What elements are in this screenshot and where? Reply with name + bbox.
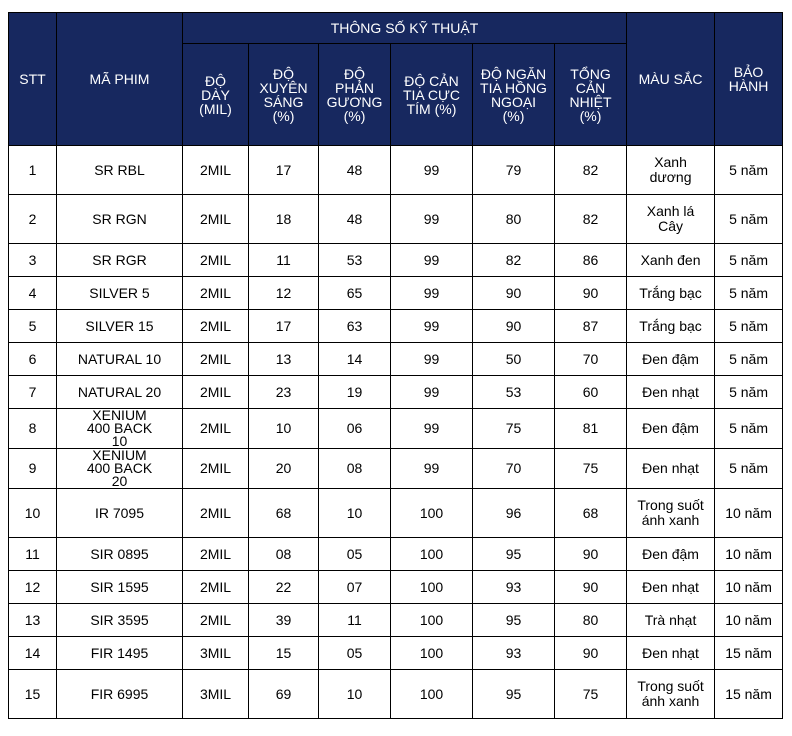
cell-ir: 93 <box>473 637 555 670</box>
table-row <box>9 449 783 489</box>
cell-warranty: 10 năm <box>715 604 783 637</box>
cell-color: Xanh đen <box>627 244 715 277</box>
cell-ir: 80 <box>473 195 555 244</box>
cell-code: SIR 0895 <box>57 538 183 571</box>
cell-warranty: 5 năm <box>715 376 783 409</box>
cell-heat: 70 <box>555 343 627 376</box>
cell-ir: 90 <box>473 277 555 310</box>
cell-uv: 99 <box>391 310 473 343</box>
header-stt: STT <box>9 13 57 146</box>
cell-transmission: 11 <box>249 244 319 277</box>
table-row <box>9 195 783 244</box>
cell-transmission: 20 <box>249 449 319 489</box>
cell-reflection: 14 <box>319 343 391 376</box>
cell-code: IR 7095 <box>57 489 183 538</box>
cell-warranty: 10 năm <box>715 489 783 538</box>
cell-stt: 11 <box>9 538 57 571</box>
cell-reflection: 07 <box>319 571 391 604</box>
cell-stt: 10 <box>9 489 57 538</box>
cell-color: Đen nhạt <box>627 449 715 489</box>
cell-transmission: 08 <box>249 538 319 571</box>
cell-warranty: 15 năm <box>715 637 783 670</box>
cell-heat: 60 <box>555 376 627 409</box>
cell-reflection: 10 <box>319 670 391 719</box>
cell-reflection: 63 <box>319 310 391 343</box>
cell-transmission: 15 <box>249 637 319 670</box>
cell-uv: 99 <box>391 146 473 195</box>
cell-warranty: 10 năm <box>715 538 783 571</box>
cell-heat: 90 <box>555 277 627 310</box>
cell-thickness: 2MIL <box>183 146 249 195</box>
cell-uv: 100 <box>391 637 473 670</box>
cell-ir: 82 <box>473 244 555 277</box>
cell-warranty: 5 năm <box>715 244 783 277</box>
table-row <box>9 376 783 409</box>
cell-color: Xanh lá Cây <box>627 195 715 244</box>
cell-color: Đen đậm <box>627 409 715 449</box>
cell-uv: 100 <box>391 538 473 571</box>
table-row <box>9 571 783 604</box>
cell-uv: 99 <box>391 244 473 277</box>
cell-color: Trắng bạc <box>627 277 715 310</box>
cell-code: NATURAL 10 <box>57 343 183 376</box>
cell-stt: 13 <box>9 604 57 637</box>
cell-ir: 95 <box>473 670 555 719</box>
cell-thickness: 2MIL <box>183 343 249 376</box>
cell-reflection: 08 <box>319 449 391 489</box>
header-ir-rejection: ĐỘ NGĂN TIA HỒNG NGOẠI (%) <box>473 44 555 146</box>
cell-warranty: 5 năm <box>715 409 783 449</box>
cell-thickness: 2MIL <box>183 244 249 277</box>
cell-transmission: 23 <box>249 376 319 409</box>
cell-transmission: 69 <box>249 670 319 719</box>
cell-heat: 68 <box>555 489 627 538</box>
cell-reflection: 05 <box>319 637 391 670</box>
cell-transmission: 13 <box>249 343 319 376</box>
header-transmission: ĐỘ XUYÊN SÁNG (%) <box>249 44 319 146</box>
cell-color: Đen nhạt <box>627 571 715 604</box>
cell-thickness: 3MIL <box>183 637 249 670</box>
cell-uv: 99 <box>391 343 473 376</box>
cell-heat: 81 <box>555 409 627 449</box>
cell-stt: 15 <box>9 670 57 719</box>
cell-color: Đen đậm <box>627 343 715 376</box>
table-body <box>9 146 783 719</box>
cell-code: SIR 3595 <box>57 604 183 637</box>
cell-thickness: 2MIL <box>183 604 249 637</box>
table-row <box>9 343 783 376</box>
table-row <box>9 146 783 195</box>
cell-uv: 100 <box>391 604 473 637</box>
cell-warranty: 5 năm <box>715 310 783 343</box>
cell-thickness: 2MIL <box>183 310 249 343</box>
cell-stt: 4 <box>9 277 57 310</box>
header-thickness: ĐỘ DÀY (MIL) <box>183 44 249 146</box>
cell-stt: 14 <box>9 637 57 670</box>
header-heat-rejection: TỔNG CẢN NHIỆT (%) <box>555 44 627 146</box>
cell-ir: 95 <box>473 538 555 571</box>
cell-heat: 90 <box>555 571 627 604</box>
cell-heat: 86 <box>555 244 627 277</box>
cell-uv: 99 <box>391 409 473 449</box>
cell-warranty: 5 năm <box>715 277 783 310</box>
header-warranty: BẢO HÀNH <box>715 13 783 146</box>
cell-transmission: 12 <box>249 277 319 310</box>
cell-warranty: 15 năm <box>715 670 783 719</box>
table-row <box>9 409 783 449</box>
cell-reflection: 48 <box>319 146 391 195</box>
cell-thickness: 2MIL <box>183 449 249 489</box>
cell-thickness: 2MIL <box>183 409 249 449</box>
cell-reflection: 19 <box>319 376 391 409</box>
cell-uv: 100 <box>391 670 473 719</box>
cell-thickness: 2MIL <box>183 571 249 604</box>
cell-thickness: 2MIL <box>183 489 249 538</box>
cell-thickness: 2MIL <box>183 538 249 571</box>
cell-transmission: 10 <box>249 409 319 449</box>
cell-code: SILVER 15 <box>57 310 183 343</box>
cell-transmission: 22 <box>249 571 319 604</box>
cell-color: Đen đậm <box>627 538 715 571</box>
cell-color: Trong suốt ánh xanh <box>627 489 715 538</box>
cell-ir: 79 <box>473 146 555 195</box>
cell-ir: 90 <box>473 310 555 343</box>
cell-ir: 53 <box>473 376 555 409</box>
cell-uv: 99 <box>391 449 473 489</box>
table-row <box>9 637 783 670</box>
cell-color: Trong suốt ánh xanh <box>627 670 715 719</box>
cell-reflection: 65 <box>319 277 391 310</box>
header-color: MÀU SẮC <box>627 13 715 146</box>
header-uv-rejection: ĐỘ CẢN TIA CỰC TÍM (%) <box>391 44 473 146</box>
cell-code: XENIUM 400 BACK 10 <box>57 409 183 449</box>
cell-thickness: 3MIL <box>183 670 249 719</box>
table-row <box>9 538 783 571</box>
cell-reflection: 10 <box>319 489 391 538</box>
table-row <box>9 489 783 538</box>
cell-color: Đen nhạt <box>627 376 715 409</box>
cell-transmission: 18 <box>249 195 319 244</box>
cell-stt: 5 <box>9 310 57 343</box>
cell-stt: 8 <box>9 409 57 449</box>
table-row <box>9 670 783 719</box>
cell-color: Trắng bạc <box>627 310 715 343</box>
table-header <box>9 13 783 146</box>
cell-reflection: 48 <box>319 195 391 244</box>
cell-reflection: 11 <box>319 604 391 637</box>
cell-ir: 50 <box>473 343 555 376</box>
film-spec-table <box>8 12 783 719</box>
cell-color: Trà nhạt <box>627 604 715 637</box>
cell-uv: 99 <box>391 277 473 310</box>
cell-uv: 99 <box>391 195 473 244</box>
cell-uv: 100 <box>391 571 473 604</box>
cell-stt: 2 <box>9 195 57 244</box>
header-specs-group: THÔNG SỐ KỸ THUẬT <box>183 13 627 44</box>
cell-warranty: 5 năm <box>715 343 783 376</box>
cell-code: SR RGR <box>57 244 183 277</box>
cell-stt: 6 <box>9 343 57 376</box>
cell-reflection: 05 <box>319 538 391 571</box>
cell-heat: 80 <box>555 604 627 637</box>
cell-code: FIR 6995 <box>57 670 183 719</box>
cell-ir: 96 <box>473 489 555 538</box>
header-film-code: MÃ PHIM <box>57 13 183 146</box>
cell-stt: 1 <box>9 146 57 195</box>
cell-ir: 70 <box>473 449 555 489</box>
cell-reflection: 53 <box>319 244 391 277</box>
table-row <box>9 277 783 310</box>
cell-heat: 90 <box>555 637 627 670</box>
cell-reflection: 06 <box>319 409 391 449</box>
table-row <box>9 244 783 277</box>
cell-heat: 90 <box>555 538 627 571</box>
header-reflection: ĐỘ PHẢN GƯƠNG (%) <box>319 44 391 146</box>
cell-code: XENIUM 400 BACK 20 <box>57 449 183 489</box>
cell-heat: 87 <box>555 310 627 343</box>
cell-transmission: 17 <box>249 146 319 195</box>
cell-code: SILVER 5 <box>57 277 183 310</box>
cell-transmission: 17 <box>249 310 319 343</box>
cell-thickness: 2MIL <box>183 277 249 310</box>
table-row <box>9 604 783 637</box>
cell-stt: 9 <box>9 449 57 489</box>
cell-thickness: 2MIL <box>183 195 249 244</box>
cell-stt: 3 <box>9 244 57 277</box>
cell-warranty: 5 năm <box>715 146 783 195</box>
cell-heat: 82 <box>555 146 627 195</box>
cell-ir: 75 <box>473 409 555 449</box>
cell-warranty: 5 năm <box>715 195 783 244</box>
cell-uv: 100 <box>391 489 473 538</box>
cell-heat: 75 <box>555 449 627 489</box>
cell-code: FIR 1495 <box>57 637 183 670</box>
cell-ir: 93 <box>473 571 555 604</box>
cell-code: SR RBL <box>57 146 183 195</box>
cell-heat: 82 <box>555 195 627 244</box>
cell-code: SIR 1595 <box>57 571 183 604</box>
cell-stt: 12 <box>9 571 57 604</box>
cell-warranty: 10 năm <box>715 571 783 604</box>
cell-thickness: 2MIL <box>183 376 249 409</box>
cell-transmission: 39 <box>249 604 319 637</box>
table-row <box>9 310 783 343</box>
cell-stt: 7 <box>9 376 57 409</box>
cell-color: Xanh dương <box>627 146 715 195</box>
cell-uv: 99 <box>391 376 473 409</box>
cell-transmission: 68 <box>249 489 319 538</box>
cell-ir: 95 <box>473 604 555 637</box>
cell-code: NATURAL 20 <box>57 376 183 409</box>
cell-code: SR RGN <box>57 195 183 244</box>
cell-color: Đen nhạt <box>627 637 715 670</box>
cell-heat: 75 <box>555 670 627 719</box>
cell-warranty: 5 năm <box>715 449 783 489</box>
